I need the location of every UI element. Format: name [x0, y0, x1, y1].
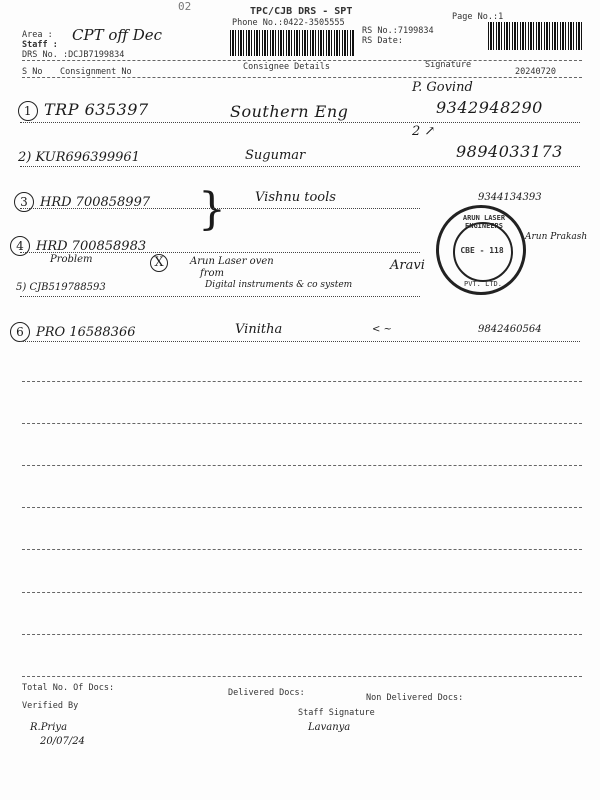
entry-1-consignment	[18, 100, 149, 121]
x-mark: X	[150, 254, 168, 272]
entry-5-line	[20, 296, 420, 297]
rs-no-label: RS No.:	[362, 26, 398, 36]
delivered-docs-label: Delivered Docs:	[228, 688, 305, 698]
total-docs-label: Total No. Of Docs:	[22, 683, 115, 693]
entry-4-signature: Arun Prakash	[525, 232, 588, 242]
blank-row-8	[22, 676, 582, 677]
blank-row-7	[22, 634, 582, 635]
stamp-side-signature: Aravi	[390, 258, 425, 273]
columns-divider	[22, 77, 582, 78]
entry-3-consignment	[14, 192, 150, 212]
company-stamp	[436, 205, 526, 295]
entry-2-num: 2	[18, 150, 27, 165]
col-consignee: Consignee Details	[243, 62, 330, 72]
non-delivered-docs-label: Non Delivered Docs:	[366, 693, 464, 703]
entry-2-awb: KUR696399961	[35, 150, 140, 165]
staff-signature-hand: Lavanya	[308, 722, 351, 733]
entry-5-consignment: 5) CJB519788593	[16, 282, 106, 293]
entry-1-line	[20, 122, 580, 123]
entry-2-phone: 9894033173	[456, 142, 563, 161]
staff-signature-label: Staff Signature	[298, 708, 375, 718]
staff-label: Staff :	[22, 40, 58, 50]
entry-2-consignee: Sugumar	[245, 148, 306, 163]
entry-3-phone: 9344134393	[478, 192, 542, 203]
col-sno: S No	[22, 67, 43, 77]
barcode-right	[488, 22, 583, 50]
entry-2-consignment: 2) KUR696399961	[18, 150, 140, 165]
stamp-bottom-text: PVT. LTD.	[464, 280, 502, 288]
col-signature: Signature	[425, 60, 472, 70]
bracket: }	[198, 184, 226, 235]
page-no: 1	[498, 12, 504, 22]
entry-5-num: 5	[16, 282, 23, 293]
entry-6-sign-mark: < ~	[372, 324, 392, 335]
blank-row-5	[22, 549, 582, 550]
entry-6-line	[20, 341, 580, 342]
drs-label: DRS No. :	[22, 50, 69, 60]
verified-signature: R.Priya	[30, 722, 68, 733]
entry-1-phone: 9342948290	[436, 98, 543, 117]
problem-note: Problem	[50, 254, 93, 265]
entry-3-consignee: Vishnu tools	[255, 190, 336, 205]
from-note: from	[200, 268, 224, 279]
drs-value: DCJB7199834	[68, 50, 125, 60]
entry-6-consignment	[10, 322, 136, 342]
entry-5-consignee: Digital instruments & co system	[205, 280, 353, 290]
entry-6-consignee: Vinitha	[235, 322, 283, 337]
entry-3-awb: HRD 700858997	[40, 195, 151, 210]
top-mark: 02	[178, 0, 192, 13]
entry-4-awb: HRD 700858983	[36, 239, 147, 254]
entry-1-num: 1	[18, 101, 38, 121]
header-divider	[22, 60, 582, 61]
entry-6-phone: 9842460564	[478, 324, 542, 335]
drs-number	[22, 50, 124, 60]
barcode-left	[230, 30, 355, 56]
phone-line	[232, 18, 345, 28]
entry-4-line	[20, 252, 420, 253]
entry-3-num: 3	[14, 192, 34, 212]
entry-6-num: 6	[10, 322, 30, 342]
entry-4-num: 4	[10, 236, 30, 256]
entry-1-awb: TRP 635397	[44, 100, 149, 119]
blank-row-1	[22, 381, 582, 382]
area-label: Area :	[22, 30, 53, 40]
page-number	[452, 12, 503, 22]
phone-number: 0422-3505555	[283, 18, 345, 28]
entry-2-mark: 2 ↗	[412, 124, 436, 139]
stamp-center-text: CBE - 118	[460, 246, 504, 255]
blank-row-2	[22, 423, 582, 424]
col-consignment: Consignment No	[60, 67, 132, 77]
staff-handwritten: CPT off Dec	[72, 26, 163, 44]
entry-4-consignment	[10, 236, 146, 256]
verified-date: 20/07/24	[40, 736, 85, 747]
rs-no	[362, 26, 434, 36]
verified-by-label: Verified By	[22, 701, 79, 711]
stamp-top-text: ARUN LASER ENGINEERS	[462, 214, 506, 230]
entry-3-line	[20, 208, 420, 209]
entry-4-consignee: Arun Laser oven	[190, 256, 274, 267]
blank-row-6	[22, 592, 582, 593]
blank-row-3	[22, 465, 582, 466]
rs-date: RS Date:	[362, 36, 403, 46]
entry-2-line	[20, 166, 580, 167]
entry-1-signature: P. Govind	[412, 80, 473, 95]
blank-row-4	[22, 507, 582, 508]
page-title: TPC/CJB DRS - SPT	[250, 6, 353, 17]
phone-label: Phone No.:	[232, 18, 284, 28]
rs-no-value: 7199834	[397, 26, 434, 36]
col-date-code: 20240720	[515, 67, 556, 77]
entry-6-awb: PRO 16588366	[36, 325, 136, 340]
entry-5-awb: CJB519788593	[29, 282, 106, 293]
page-label: Page No.:	[452, 12, 499, 22]
entry-1-consignee: Southern Eng	[230, 102, 349, 121]
